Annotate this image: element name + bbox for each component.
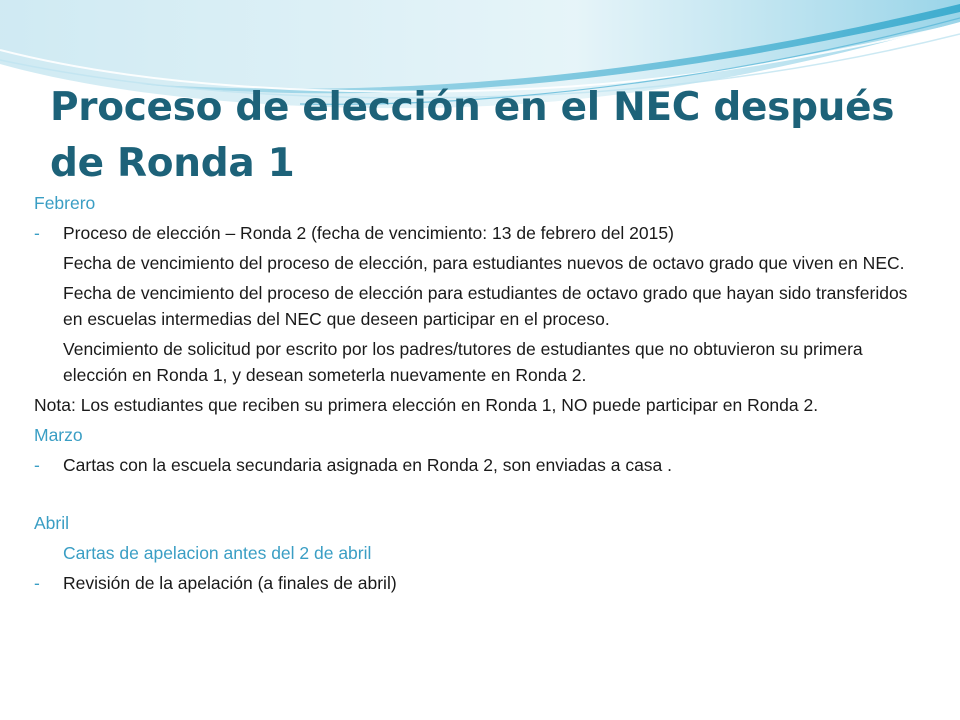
spacer <box>34 480 914 508</box>
bullet-marker: - <box>34 455 40 475</box>
list-item <box>34 450 914 480</box>
detail-paragraph: Fecha de vencimiento del proceso de elección para estudiantes de octavo grado que hayan sido transferidos en escuelas intermedias del NEC que deseen participar en el proceso. <box>63 283 908 329</box>
month-heading-february: Febrero <box>34 193 96 213</box>
highlight-paragraph: Cartas de apelacion antes del 2 de abril <box>63 543 372 563</box>
detail-paragraph: Fecha de vencimiento del proceso de elección, para estudiantes nuevos de octavo grado que viven en NEC. <box>63 253 905 273</box>
list-item <box>34 568 914 598</box>
month-heading-march: Marzo <box>34 425 83 445</box>
slide-title: Proceso de elección en el NEC después de Ronda 1 <box>50 85 895 186</box>
note-paragraph: Nota: Los estudiantes que reciben su primera elección en Ronda 1, NO puede participar en Ronda 2. <box>34 395 819 415</box>
bullet-marker: - <box>34 223 40 243</box>
detail-paragraph: Vencimiento de solicitud por escrito por los padres/tutores de estudiantes que no obtuvieron su primera elección en Ronda 1, y desean someterla nuevamente en Ronda 2. <box>63 339 863 385</box>
list-item <box>34 218 914 248</box>
bullet-marker: - <box>34 573 40 593</box>
list-item-text: Cartas con la escuela secundaria asignada en Ronda 2, son enviadas a casa . <box>63 455 673 475</box>
slide-body <box>34 188 914 598</box>
list-item-text: Revisión de la apelación (a finales de abril) <box>63 573 397 593</box>
month-heading-april: Abril <box>34 513 70 533</box>
list-item-text: Proceso de elección – Ronda 2 (fecha de vencimiento: 13 de febrero del 2015) <box>63 223 674 243</box>
